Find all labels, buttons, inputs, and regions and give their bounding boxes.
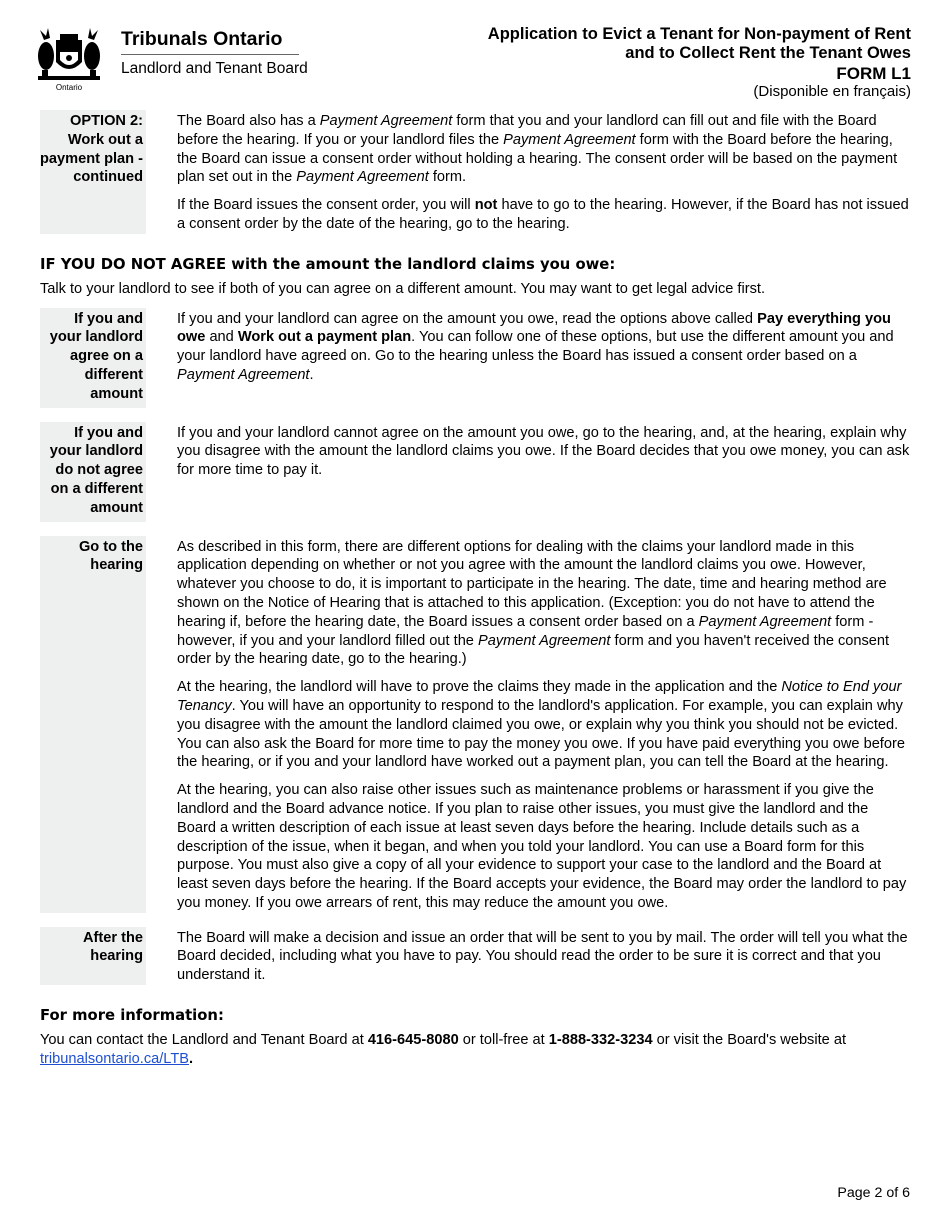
logo-caption: Ontario <box>55 83 83 92</box>
org-subtitle: Landlord and Tenant Board <box>121 60 308 77</box>
paragraph: The Board will make a decision and issue an order that will be sent to you by mail. The order will tell you what the Board decided, including what you have to pay. You should read the order to be sure it is correct and that you understand it. <box>177 929 908 984</box>
paragraph: If you and your landlord cannot agree on the amount you owe, go to the hearing, and, at the hearing, explain why you disagree with the amount the landlord claims you owe. If the Board decides that you owe money, you can ask for more time to pay it. <box>177 424 910 479</box>
section-text <box>177 110 910 234</box>
section-go-to-hearing <box>40 536 910 913</box>
section-agree-different-amount <box>40 308 910 408</box>
section-after-hearing <box>40 927 910 985</box>
page-number: Page 2 of 6 <box>837 1185 910 1201</box>
more-info-text: You can contact the Landlord and Tenant Board at 416-645-8080 or toll-free at 1-888-332-3234 or visit the Board's website at tribunalsontario.ca/LTB. <box>40 1032 846 1067</box>
section-text <box>177 536 910 913</box>
ontario-coat-of-arms-logo <box>36 26 102 92</box>
website-link[interactable]: tribunalsontario.ca/LTB <box>40 1050 189 1067</box>
section-text <box>177 308 910 408</box>
section-text <box>177 927 910 985</box>
phone-local: 416-645-8080 <box>367 1032 459 1049</box>
section-label: OPTION 2: Work out a payment plan - continued <box>40 110 146 234</box>
disagree-heading: IF YOU DO NOT AGREE with the amount the landlord claims you owe: <box>40 255 616 273</box>
page-header <box>0 0 950 108</box>
section-text <box>177 422 910 522</box>
paragraph: If you and your landlord can agree on the amount you owe, read the options above called Pay everything you owe and Work out a payment plan. You can follow one of these options, but use the different amount you and your landlord have agreed on. Go to the hearing unless the Board has issued a consent order based on a Payment Agreement. <box>177 310 894 383</box>
section-do-not-agree <box>40 422 910 522</box>
section-label: Go to the hearing <box>40 536 146 913</box>
org-name: Tribunals Ontario <box>121 28 283 50</box>
paragraph: If the Board issues the consent order, you will not have to go to the hearing. However, if the Board has not issued a consent order by the date of the hearing, go to the hearing. <box>177 197 909 232</box>
paragraph: As described in this form, there are different options for dealing with the claims your landlord made in this application depending on whether or not you agree with the amount the landlord claims you owe. However, whatever you choose to do, it is important to participate in the hearing. The date, time and hearing method are shown on the Notice of Hearing that is attached to this application. (Exception: you do not have to attend the hearing if, before the hearing date, the Board issues a consent order based on a Payment Agreement form - however, if you and your landlord filled out the Payment Agreement form and you haven't received the consent order by the hearing date, go to the hearing.) <box>177 538 890 668</box>
org-divider <box>121 54 299 55</box>
section-label: If you and your landlord do not agree on a different amount <box>40 422 146 522</box>
more-info-heading: For more information: <box>40 1007 224 1025</box>
french-availability: (Disponible en français) <box>753 82 911 100</box>
form-title-line2: and to Collect Rent the Tenant Owes <box>625 44 911 63</box>
paragraph: At the hearing, you can also raise other issues such as maintenance problems or harassment if you give the landlord and the Board advance notice. If you plan to raise other issues, you must give the landlord and the Board a written description of each issue at least seven days before the hearing. Include details such as a description of the issue, when it began, and when you told your landlord. You can use a Board form for this purpose. You must also give a copy of all your evidence to support your case to the landlord and the Board at least seven days before the hearing. If the Board accepts your evidence, the Board may order the landlord to pay you money. If you owe arrears of rent, this may reduce the amount you owe. <box>177 782 907 911</box>
paragraph: At the hearing, the landlord will have to prove the claims they made in the application and the Notice to End your Tenancy. You will have an opportunity to respond to the landlord's application. For example, you can explain why you disagree with the amount the landlord claimed you owe, or explain why you think you should not be evicted. You can also ask the Board for more time to pay the money you owe. If you have paid everything you owe before the hearing, or if you and your landlord have worked out a payment plan, you can tell the Board at the hearing. <box>177 679 905 771</box>
form-title-block <box>488 25 911 100</box>
phone-toll-free: 1-888-332-3234 <box>548 1032 653 1049</box>
organization-block <box>121 27 308 79</box>
page-content <box>40 110 910 1069</box>
section-label: If you and your landlord agree on a different amount <box>40 308 146 408</box>
form-id: FORM L1 <box>836 63 911 83</box>
disagree-intro: Talk to your landlord to see if both of you can agree on a different amount. You may want to get legal advice first. <box>40 280 765 297</box>
section-label: After the hearing <box>40 927 146 985</box>
paragraph: The Board also has a Payment Agreement form that you and your landlord can fill out and file with the Board before the hearing. If you or your landlord files the Payment Agreement form with the Board before the hearing, the Board can issue a consent order without holding a hearing. The consent order will be based on the payment plan set out in the Payment Agreement form. <box>177 113 898 186</box>
form-title-line1: Application to Evict a Tenant for Non-payment of Rent <box>487 25 911 43</box>
section-option2-continued <box>40 110 910 234</box>
